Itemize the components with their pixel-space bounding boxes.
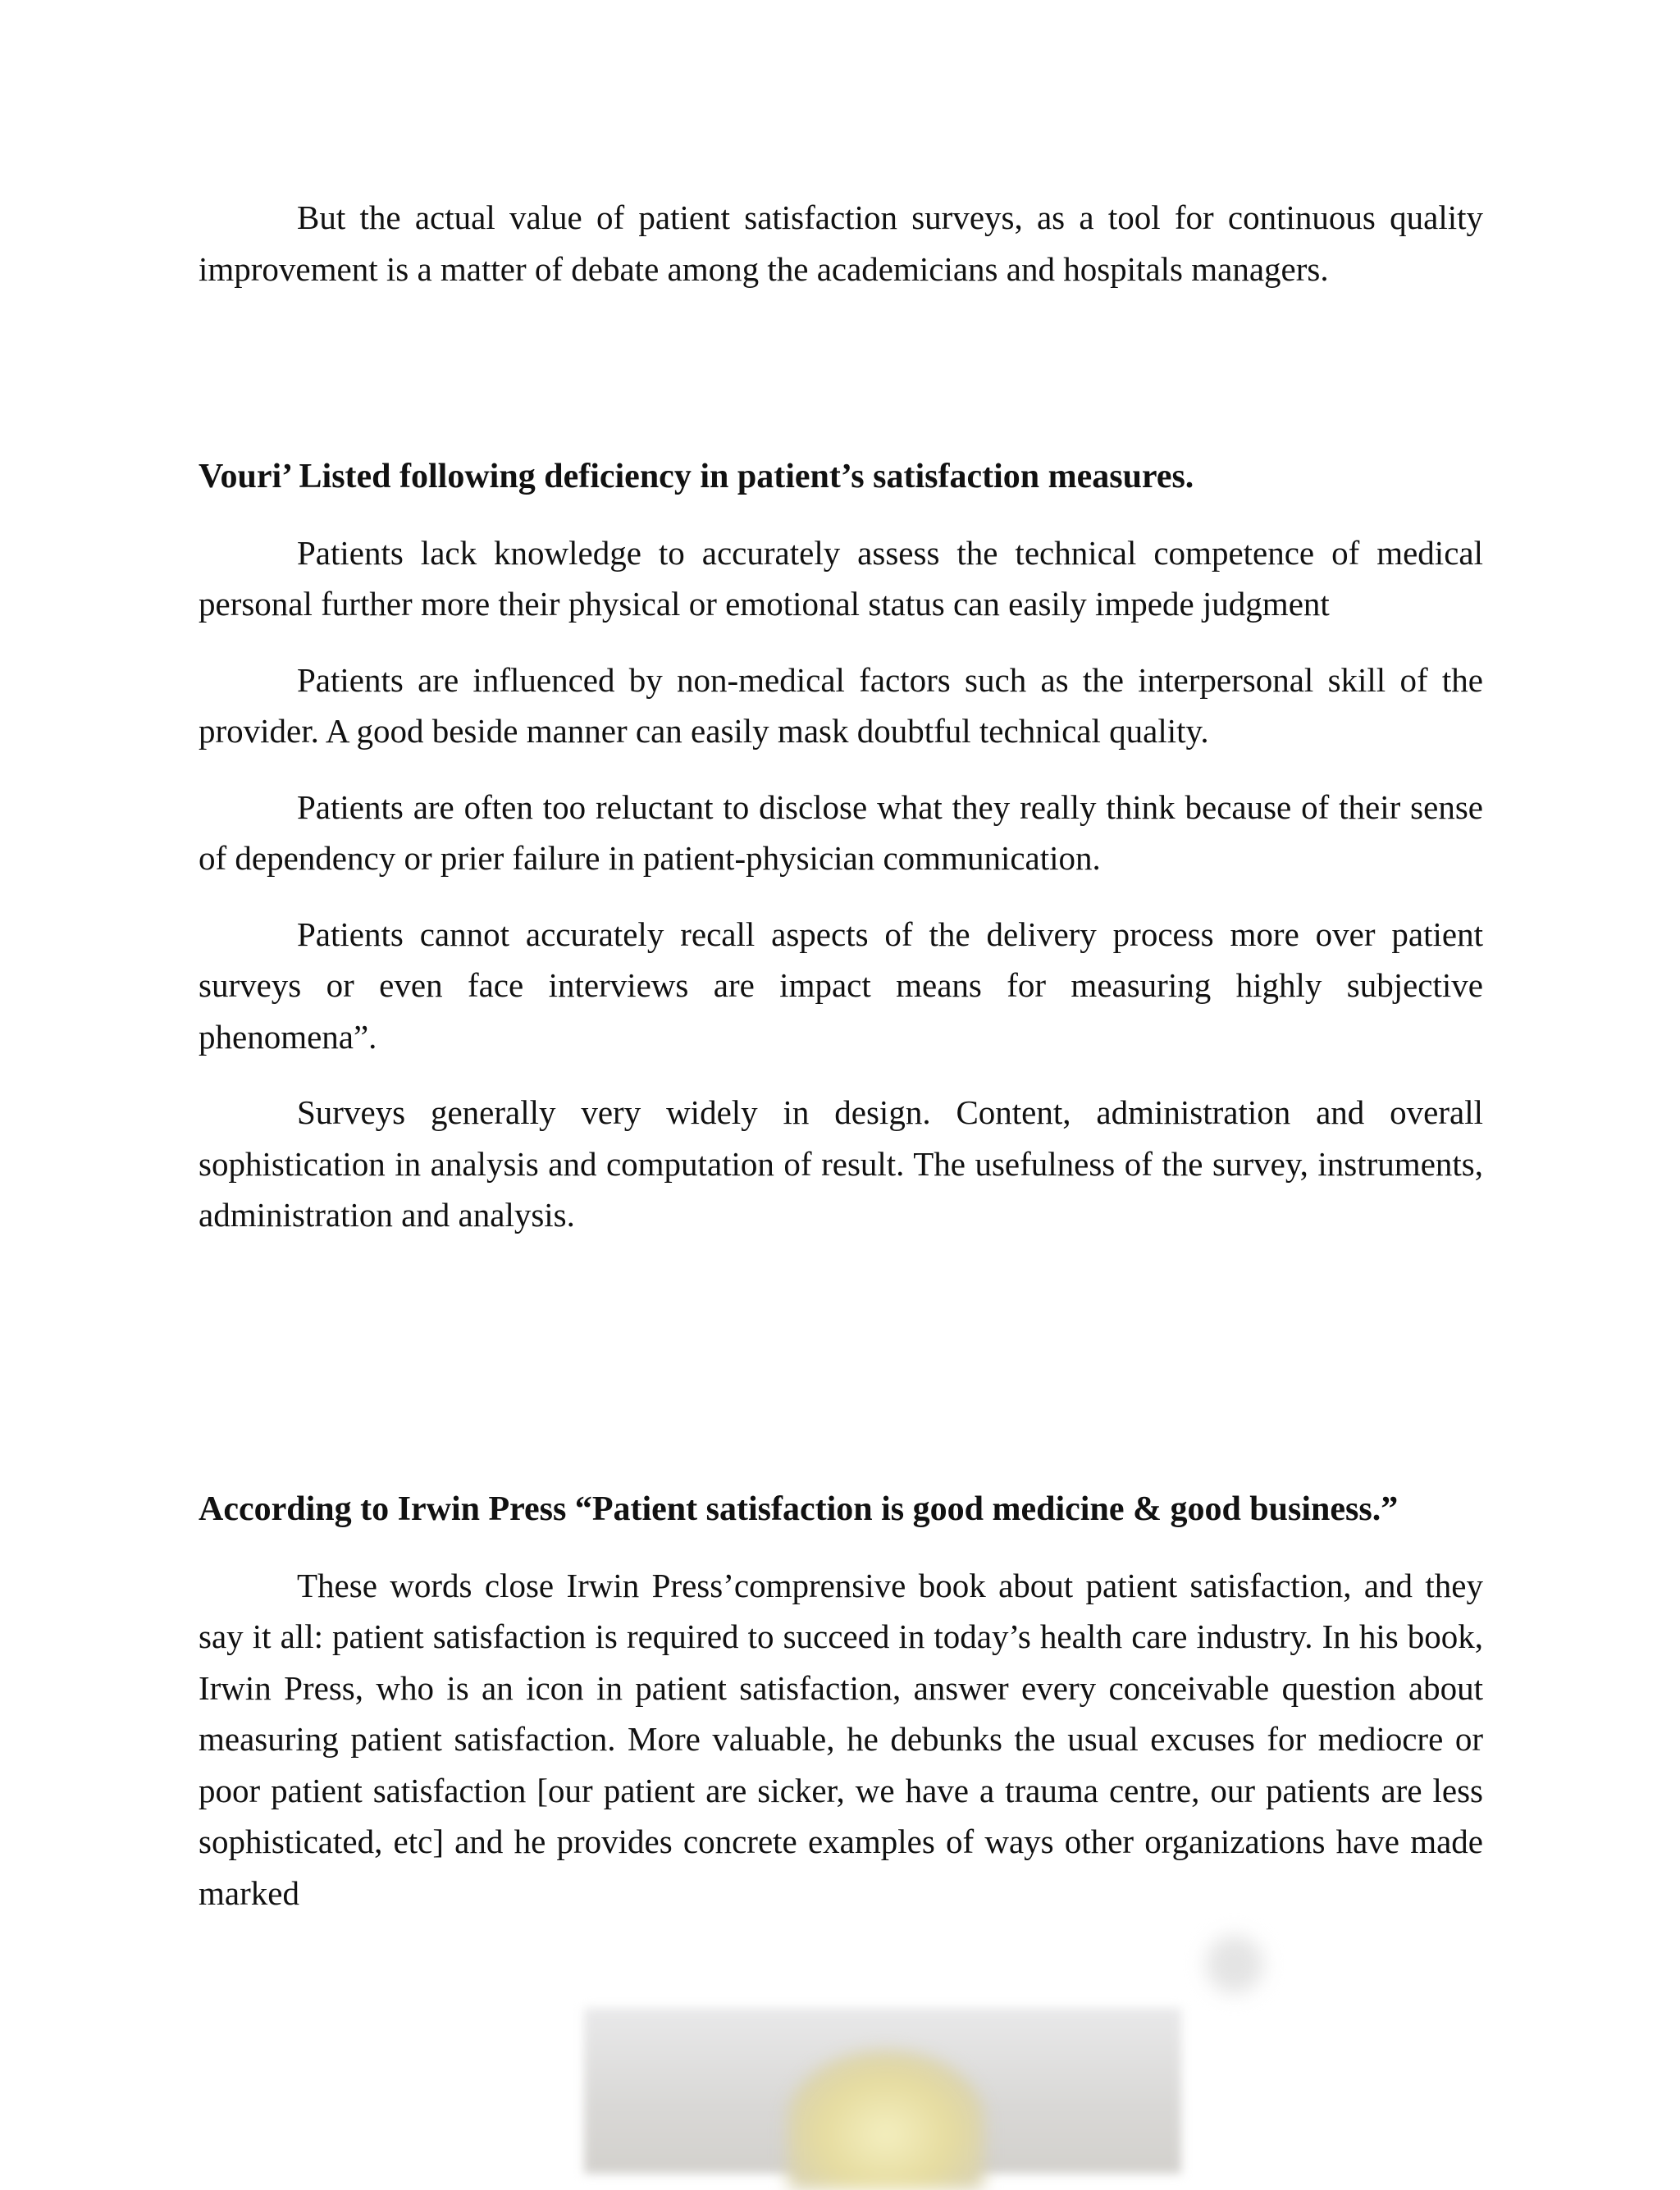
body-paragraph: Patients are often too reluctant to disclose what they really think because of their sense of dependency or prier failure in patient-physician communication. (199, 787, 1483, 877)
irwin-section (199, 1484, 1483, 1919)
vouri-section (199, 451, 1483, 1266)
blurred-mark (1206, 1936, 1263, 1993)
intro-paragraph: But the actual value of patient satisfaction surveys, as a tool for continuous quality improvement is a matter of debate among the academicians and hospitals managers. (199, 198, 1483, 288)
section-heading: According to Irwin Press “Patient satisfaction is good medicine & good business.” (199, 1490, 1399, 1528)
body-paragraph: Patients lack knowledge to accurately assess the technical competence of medical personal further more their physical or emotional status can easily impede judgment (199, 533, 1483, 623)
body-paragraph: Patients cannot accurately recall aspects of the delivery process more over patient surveys or even face interviews are impact means for measuring highly subjective phenomena”. (199, 915, 1483, 1056)
intro-block (199, 192, 1483, 294)
body-paragraph: Patients are influenced by non-medical factors such as the interpersonal skill of the provider. A good beside manner can easily mask doubtful technical quality. (199, 660, 1483, 750)
body-paragraph: These words close Irwin Press’comprensive book about patient satisfaction, and they say it all: patient satisfaction is required to succeed in today’s health care industry. In his book, Irwin Press, who is an icon in patient satisfaction, answer every conceivable question about measuring patient satisfaction. More valuable, he debunks the usual excuses for mediocre or poor patient satisfaction [our patient are sicker, we have a trauma centre, our patients are less sophisticated, etc] and he provides concrete examples of ways other organizations have made marked (199, 1566, 1483, 1912)
section-heading: Vouri’ Listed following deficiency in patient’s satisfaction measures. (199, 458, 1194, 495)
body-paragraph: Surveys generally very widely in design. Content, administration and overall sophistication in analysis and computation of result. The usefulness of the survey, instruments, administration and analysis. (199, 1093, 1483, 1234)
blurred-preview-figure (788, 2051, 984, 2190)
